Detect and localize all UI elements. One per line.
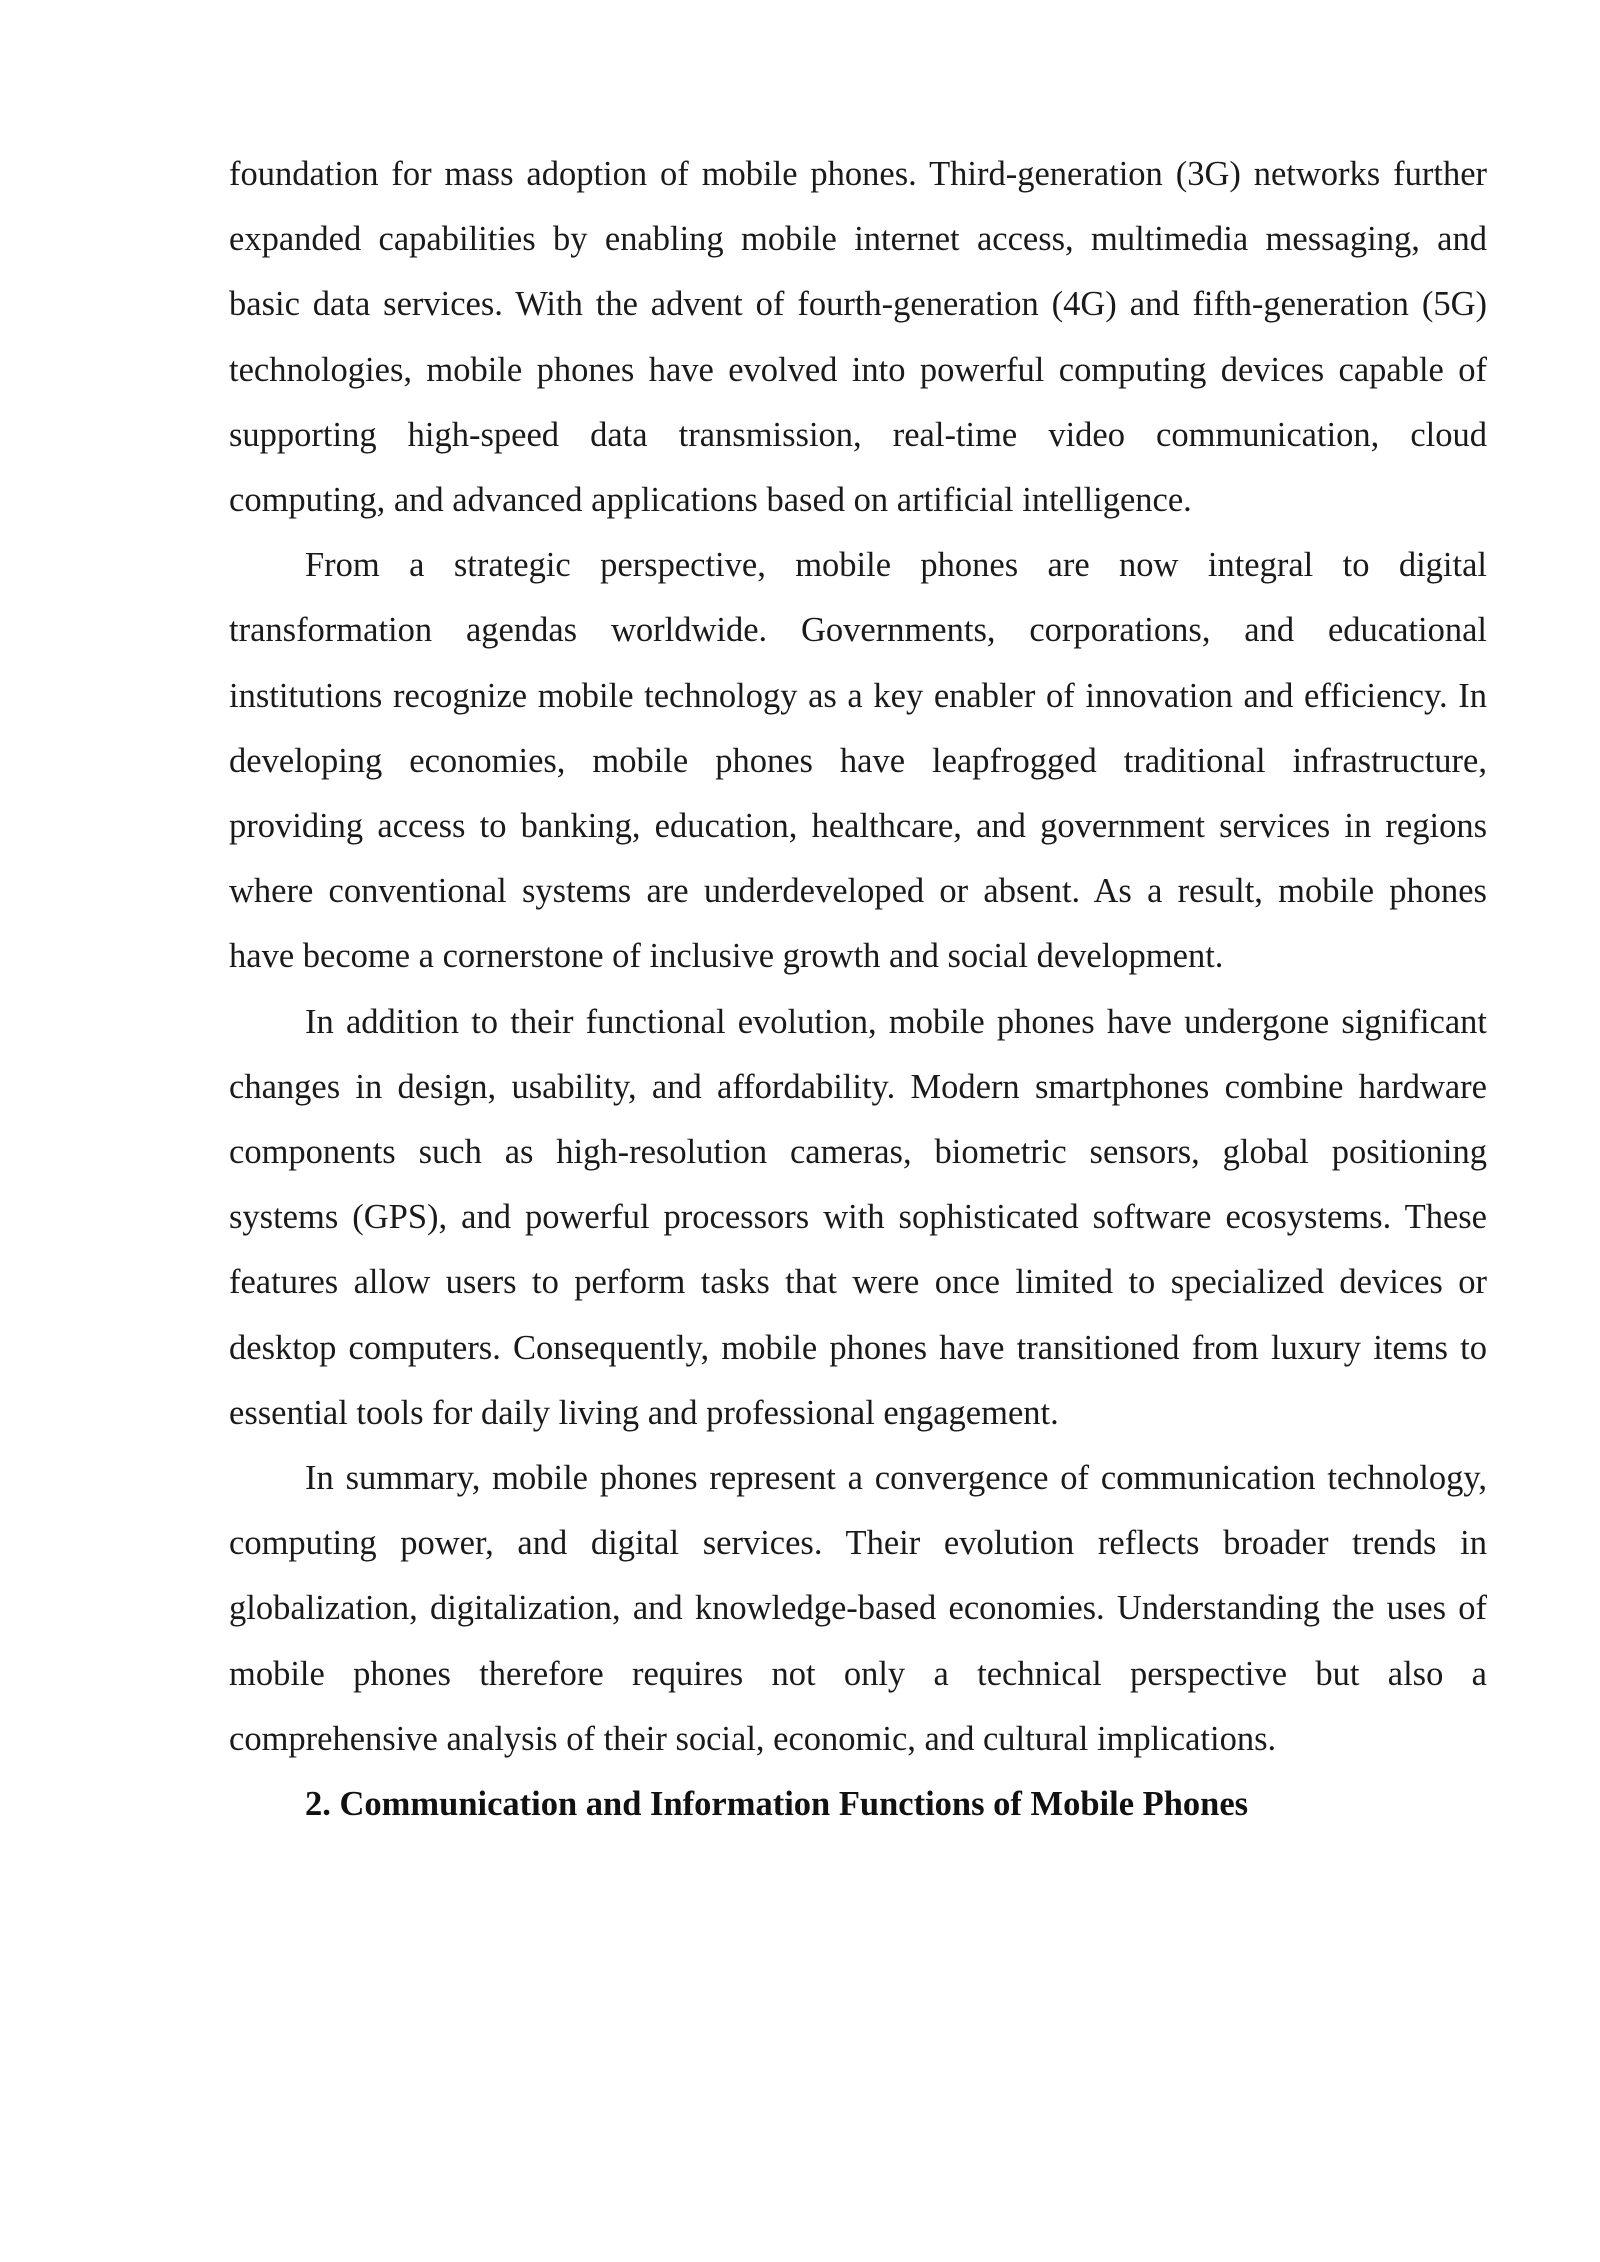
paragraph-functional-evolution: In addition to their functional evolution, mobile phones have undergone significant changes in design, usability, and affordability. Modern smartphones combine hardware components such as high-resolution cameras, biometric sensors, global positioning systems (GPS), and powerful processors with sophisticated software ecosystems. These features allow users to perform tasks that were once limited to specialized devices or desktop computers. Consequently, mobile phones have transitioned from luxury items to essential tools for daily living and professional engagement. [229, 1002, 1487, 1432]
paragraph-intro-continuation: foundation for mass adoption of mobile phones. Third-generation (3G) networks further expanded capabilities by enabling mobile internet access, multimedia messaging, and basic data services. With the advent of fourth-generation (4G) and fifth-generation (5G) technologies, mobile phones have evolved into powerful computing devices capable of supporting high-speed data transmission, real-time video communication, cloud computing, and advanced applications based on artificial intelligence. [229, 155, 1487, 520]
document-body [229, 142, 1487, 1837]
paragraph-strategic-perspective: From a strategic perspective, mobile phones are now integral to digital transformation agendas worldwide. Governments, corporations, and educational institutions recognize mobile technology as a key enabler of innovation and efficiency. In developing economies, mobile phones have leapfrogged traditional infrastructure, providing access to banking, education, healthcare, and government services in regions where conventional systems are underdeveloped or absent. As a result, mobile phones have become a cornerstone of inclusive growth and social development. [229, 546, 1487, 976]
section-heading: 2. Communication and Information Functions of Mobile Phones [305, 1785, 1249, 1824]
paragraph-summary: In summary, mobile phones represent a convergence of communication technology, computing power, and digital services. Their evolution reflects broader trends in globalization, digitalization, and knowledge-based economies. Understanding the uses of mobile phones therefore requires not only a technical perspective but also a comprehensive analysis of their social, economic, and cultural implications. [229, 1459, 1487, 1758]
